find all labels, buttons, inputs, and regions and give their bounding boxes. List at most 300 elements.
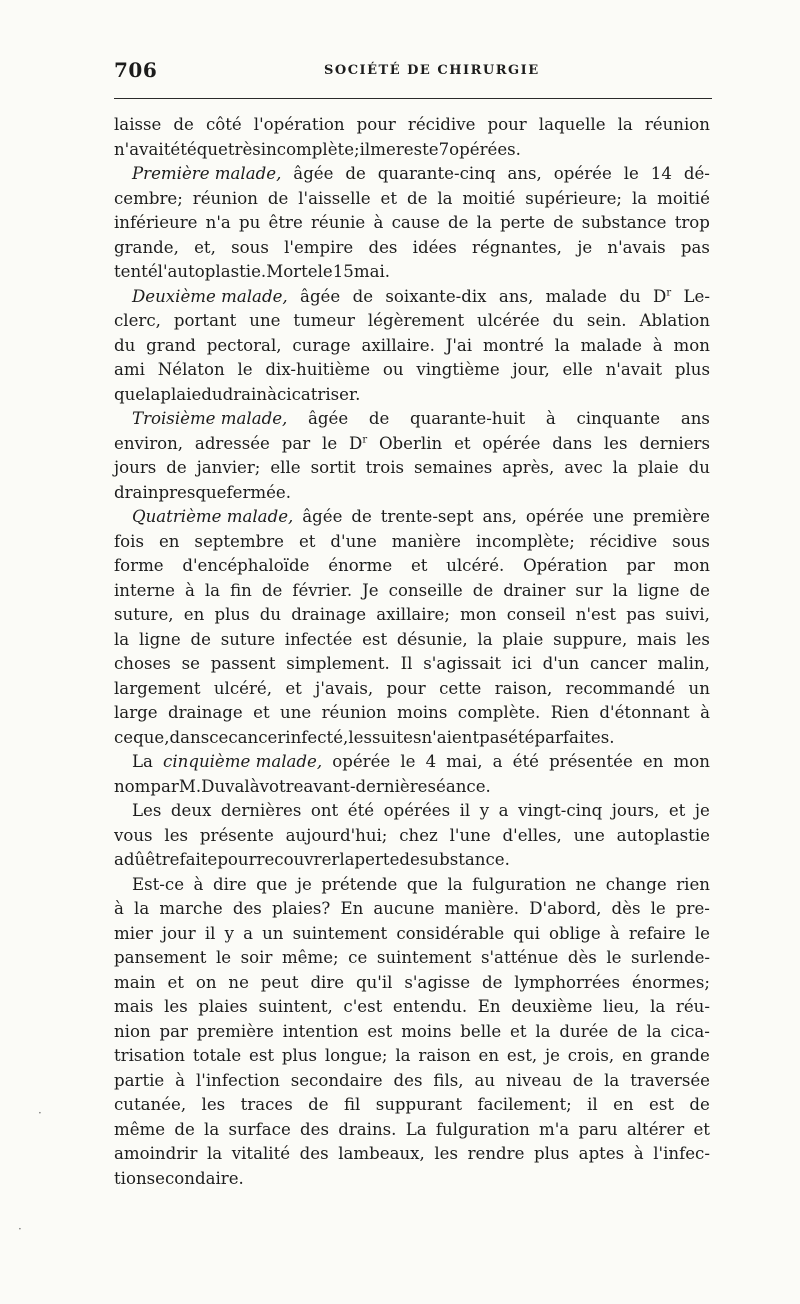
text-line: [114, 162, 710, 187]
word: rien: [676, 874, 710, 894]
word: du: [201, 384, 223, 404]
word: deux: [170, 801, 212, 820]
word: me: [370, 139, 396, 159]
word: s'agisse: [404, 972, 471, 992]
word: la: [145, 384, 161, 404]
word: d'une: [330, 531, 377, 551]
word: mon: [673, 556, 710, 575]
word: ici: [511, 654, 532, 673]
word: les: [164, 825, 189, 845]
word: jours: [114, 458, 157, 477]
word: je: [296, 874, 312, 894]
word: même: [114, 1119, 166, 1139]
word: être: [268, 213, 303, 232]
word: grand: [146, 335, 196, 355]
text-line: [114, 701, 710, 726]
word: tenté: [114, 262, 158, 281]
word: La: [132, 752, 153, 771]
word: de: [166, 458, 187, 477]
word: dans: [169, 727, 210, 747]
word: ligne: [138, 629, 181, 649]
word: faite: [179, 850, 218, 869]
word: il: [359, 139, 371, 159]
word: de: [448, 213, 469, 232]
text-line: [114, 1044, 710, 1069]
word: change: [605, 874, 667, 894]
word: après,: [502, 458, 555, 477]
word: drain: [114, 482, 159, 502]
word: elle: [270, 458, 301, 477]
word: l'infec-: [653, 1144, 710, 1163]
word: l'autoplastie.: [157, 262, 267, 281]
text-line: [114, 358, 710, 383]
word: séance.: [427, 776, 491, 796]
text-line: [114, 334, 710, 359]
word: des: [299, 1144, 329, 1163]
word: été: [170, 139, 197, 159]
text-line: [114, 995, 710, 1020]
word: amoindrir: [114, 1144, 198, 1163]
word: dès: [611, 899, 641, 918]
word: mon: [460, 605, 497, 624]
word: mai,: [446, 752, 483, 771]
word: ont: [310, 801, 339, 820]
word: réunion: [321, 703, 387, 722]
word: drains.: [338, 1119, 397, 1139]
word: un: [262, 923, 284, 943]
word: Le-: [683, 286, 710, 306]
word: je: [694, 801, 710, 820]
word: la: [535, 1021, 551, 1041]
word: opérée: [332, 752, 391, 771]
word: Quatrième malade,: [132, 507, 294, 526]
word: perte: [500, 213, 545, 232]
word: à: [633, 1144, 644, 1163]
word: que: [114, 384, 146, 404]
word: à: [545, 409, 556, 428]
word: lymphorrées: [514, 972, 621, 992]
word: est: [367, 1021, 393, 1041]
word: cutanée,: [114, 1095, 187, 1114]
word: de: [617, 1021, 638, 1041]
word: mais: [637, 629, 677, 649]
word: fulguration: [472, 874, 567, 894]
word: la: [134, 899, 150, 918]
word: ans,: [507, 164, 542, 183]
word: à: [373, 213, 384, 232]
word: une: [592, 507, 624, 526]
word: les: [164, 997, 188, 1016]
word: parfaites.: [534, 727, 615, 747]
word: opérées.: [449, 139, 521, 159]
word: une: [573, 825, 605, 845]
header-rule: [114, 98, 712, 99]
text-line: [114, 1093, 710, 1118]
word: curage: [292, 335, 351, 355]
text-line: [114, 1069, 710, 1094]
word: Troisième malade,: [132, 409, 288, 428]
text-line: [114, 432, 710, 457]
word: ans,: [498, 286, 534, 306]
text-line: [114, 946, 710, 971]
word: vingtième: [416, 360, 500, 379]
word: été: [347, 801, 375, 820]
word: de: [261, 580, 283, 600]
word: ulcérée: [477, 311, 540, 330]
word: quarante-huit: [410, 409, 526, 428]
word: côté: [205, 115, 242, 134]
word: et: [454, 433, 471, 453]
text-line: [114, 750, 710, 775]
word: sein.: [586, 311, 627, 330]
text-line: [114, 211, 710, 236]
word: la: [339, 850, 355, 869]
word: montré: [482, 335, 544, 355]
word: plaie: [160, 384, 202, 404]
word: à: [184, 580, 195, 600]
word: pu: [239, 213, 261, 232]
word: oblige: [549, 923, 601, 943]
word: la: [447, 874, 463, 894]
word: presque: [158, 482, 227, 502]
word: suppure,: [553, 629, 628, 649]
text-line: [114, 309, 710, 334]
word: trisation: [114, 1046, 185, 1065]
text-line: [114, 677, 710, 702]
word: même;: [281, 948, 339, 967]
superscript: r: [362, 433, 368, 445]
word: ligne: [637, 580, 680, 600]
word: du: [688, 458, 710, 477]
text-line: [114, 922, 710, 947]
word: laquelle: [538, 115, 606, 134]
text-line: [114, 236, 710, 261]
word: moitié: [462, 188, 516, 208]
word: jour,: [512, 360, 550, 379]
text-line: [114, 873, 710, 898]
word: perte: [354, 850, 400, 869]
text-line: [114, 456, 710, 481]
word: la: [631, 188, 648, 208]
word: première: [196, 1021, 274, 1041]
word: c'est: [343, 997, 383, 1016]
word: passent: [210, 654, 276, 673]
text-line: [114, 579, 710, 604]
word: dix-huitième: [265, 360, 371, 379]
word: il: [459, 801, 471, 820]
word: main: [114, 972, 156, 992]
text-line: [114, 603, 710, 628]
word: par: [281, 433, 311, 453]
word: les: [434, 1144, 459, 1163]
word: suintement: [376, 948, 472, 967]
word: recouvrer: [256, 850, 340, 869]
word: de: [481, 972, 503, 992]
word: le: [317, 262, 333, 281]
word: une: [280, 703, 312, 722]
word: raison: [418, 1046, 471, 1065]
word: soixante-dix: [385, 286, 487, 306]
word: m'a: [539, 1119, 570, 1139]
word: ans,: [482, 507, 517, 526]
word: de: [572, 1070, 594, 1090]
word: $D^r$: [349, 433, 368, 453]
word: la: [476, 213, 492, 232]
word: pectoral,: [206, 335, 282, 355]
word: cette: [439, 678, 482, 698]
word: facilement;: [477, 1095, 572, 1114]
word: la: [204, 1119, 220, 1139]
word: suppurant: [375, 1095, 463, 1114]
word: belle: [460, 1021, 502, 1041]
word: recommandé: [565, 678, 676, 698]
word: elle: [562, 360, 593, 379]
word: pas: [680, 237, 710, 257]
word: fil: [343, 1095, 361, 1114]
word: votre: [259, 776, 304, 796]
word: suivi,: [665, 605, 710, 624]
word: partie: [114, 1070, 165, 1090]
word: cinquante: [576, 409, 661, 428]
word: désunie,: [396, 629, 468, 649]
word: régnantes,: [472, 237, 562, 257]
word: le: [215, 948, 232, 967]
word: est: [249, 1046, 275, 1065]
word: février.: [292, 580, 353, 600]
word: été: [508, 727, 535, 747]
word: opérées: [383, 801, 451, 820]
word: en: [621, 1046, 643, 1065]
word: aujourd'hui;: [285, 825, 388, 845]
word: la: [206, 1144, 223, 1163]
word: avec: [564, 458, 603, 477]
word: entendu.: [392, 997, 468, 1016]
word: a: [492, 752, 503, 771]
word: du: [619, 286, 641, 306]
word: ulcéré,: [213, 678, 272, 698]
word: et: [298, 531, 316, 551]
word: l'aisselle: [298, 188, 371, 208]
word: choses: [114, 654, 171, 673]
word: trop: [674, 213, 710, 232]
word: d'elles,: [502, 825, 562, 845]
word: complète.: [457, 703, 541, 722]
word: laisse: [114, 115, 162, 134]
word: n'aient: [421, 727, 480, 747]
page-header: [114, 58, 714, 86]
word: forme: [114, 556, 164, 575]
word: Morte: [266, 262, 318, 281]
word: à: [267, 384, 277, 404]
word: et: [510, 1021, 527, 1041]
word: surlende-: [631, 948, 710, 967]
word: durée: [559, 1021, 609, 1041]
word: pre-: [675, 899, 710, 918]
superscript: r: [666, 286, 672, 298]
word: opérée: [525, 507, 584, 526]
word: de: [308, 1095, 329, 1114]
word: des: [393, 1070, 423, 1090]
text-line: [114, 407, 710, 432]
word: de: [406, 188, 428, 208]
word: septembre: [194, 531, 284, 551]
word: trente-sept: [380, 507, 474, 526]
word: autoplastie: [616, 825, 710, 845]
word: de: [190, 629, 211, 649]
word: 4: [425, 752, 437, 771]
word: la: [437, 188, 453, 208]
word: présentée: [549, 752, 633, 771]
word: deuxième: [511, 997, 593, 1016]
word: âgée: [308, 409, 349, 428]
word: en: [158, 531, 180, 551]
word: sous: [672, 531, 710, 551]
word: a: [243, 923, 253, 943]
word: plus: [214, 605, 250, 624]
word: et: [668, 801, 686, 820]
word: vous: [114, 825, 153, 845]
word: peut: [260, 972, 299, 992]
word: conseil: [506, 605, 566, 624]
word: refaire: [628, 923, 686, 943]
word: lieu,: [603, 997, 640, 1016]
word: réunion: [192, 188, 258, 208]
word: ou: [382, 360, 404, 379]
word: longue;: [324, 1046, 388, 1065]
word: est: [649, 1095, 675, 1114]
word: très: [227, 139, 261, 159]
word: vingt-cinq: [518, 801, 603, 820]
word: moitié: [657, 188, 710, 208]
word: plaie: [637, 458, 679, 477]
word: paru: [578, 1119, 618, 1139]
word: aptes: [578, 1144, 625, 1163]
word: malin,: [657, 654, 710, 673]
word: nion: [114, 1021, 151, 1041]
word: plus: [533, 1144, 570, 1163]
word: ans: [680, 409, 710, 428]
word: environ,: [114, 433, 184, 453]
word: Rien: [550, 703, 590, 722]
word: dire: [310, 972, 345, 992]
word: pas: [626, 605, 656, 624]
word: crois,: [567, 1046, 615, 1065]
word: la: [204, 580, 221, 600]
word: de: [352, 286, 374, 306]
word: de: [174, 1119, 195, 1139]
word: âgée: [302, 507, 343, 526]
word: à: [700, 703, 710, 722]
word: Est-ce: [132, 874, 185, 894]
word: ne: [228, 972, 249, 992]
word: légèrement: [367, 311, 465, 330]
word: mon: [673, 752, 710, 771]
word: conseille: [388, 580, 463, 600]
word: tumeur: [293, 311, 355, 330]
word: n'a: [205, 213, 231, 232]
text-line: [114, 260, 710, 285]
running-title: SOCIÉTÉ DE CHIRURGIE: [324, 63, 540, 78]
word: drainage: [167, 703, 243, 722]
word: du: [552, 311, 574, 330]
word: des: [232, 899, 262, 918]
word: avant-dernière: [303, 776, 428, 796]
word: le: [322, 433, 338, 453]
word: première: [632, 507, 710, 526]
word: de: [553, 213, 574, 232]
word: Les: [132, 801, 162, 820]
word: se: [181, 654, 200, 673]
word: portant: [173, 311, 237, 330]
text-line: [114, 554, 710, 579]
word: J'ai: [445, 335, 473, 355]
word: être: [145, 850, 180, 869]
word: la: [114, 629, 130, 649]
word: l'opération: [253, 115, 345, 134]
word: lambeaux,: [338, 1144, 425, 1163]
word: à: [609, 923, 620, 943]
word: pas: [479, 727, 509, 747]
text-line: [114, 138, 710, 163]
word: y: [224, 923, 234, 943]
word: altérer: [626, 1119, 685, 1139]
word: n'avais: [607, 237, 666, 257]
text-line: [114, 726, 710, 751]
word: la: [646, 1021, 662, 1041]
word: fils,: [433, 1070, 464, 1090]
word: traversée: [630, 1070, 710, 1090]
word: 7: [438, 139, 450, 159]
word: un: [688, 678, 710, 698]
word: à: [652, 335, 663, 355]
word: cancer: [228, 727, 286, 747]
word: soir: [240, 948, 273, 967]
word: secondaire.: [146, 1168, 244, 1188]
word: pour: [356, 115, 396, 134]
word: le: [650, 899, 666, 918]
word: est: [362, 629, 388, 649]
word: d'étonnant: [599, 703, 690, 722]
word: D'abord,: [529, 899, 602, 918]
word: du: [114, 335, 136, 355]
word: récidive: [589, 531, 658, 551]
word: janvier;: [196, 458, 261, 477]
word: clerc,: [114, 311, 161, 330]
word: suintent,: [258, 997, 333, 1016]
word: fermée.: [226, 482, 292, 502]
word: la: [604, 1070, 620, 1090]
word: mais: [114, 997, 154, 1016]
word: le: [694, 923, 710, 943]
word: et: [410, 556, 428, 575]
word: fois: [114, 531, 144, 551]
word: aucune: [373, 899, 435, 918]
word: a: [114, 850, 124, 869]
margin-speck: ·: [18, 1222, 22, 1236]
word: inférieure: [114, 213, 198, 232]
word: plaie: [502, 629, 544, 649]
word: cembre;: [114, 188, 183, 208]
word: dernières: [220, 801, 302, 820]
text-line: [114, 530, 710, 555]
word: la: [395, 1046, 411, 1065]
text-line: [114, 1118, 710, 1143]
word: Nélaton: [157, 360, 225, 379]
word: y: [479, 801, 490, 820]
word: que: [406, 874, 438, 894]
word: grande: [650, 1046, 710, 1065]
word: substance.: [419, 850, 510, 869]
